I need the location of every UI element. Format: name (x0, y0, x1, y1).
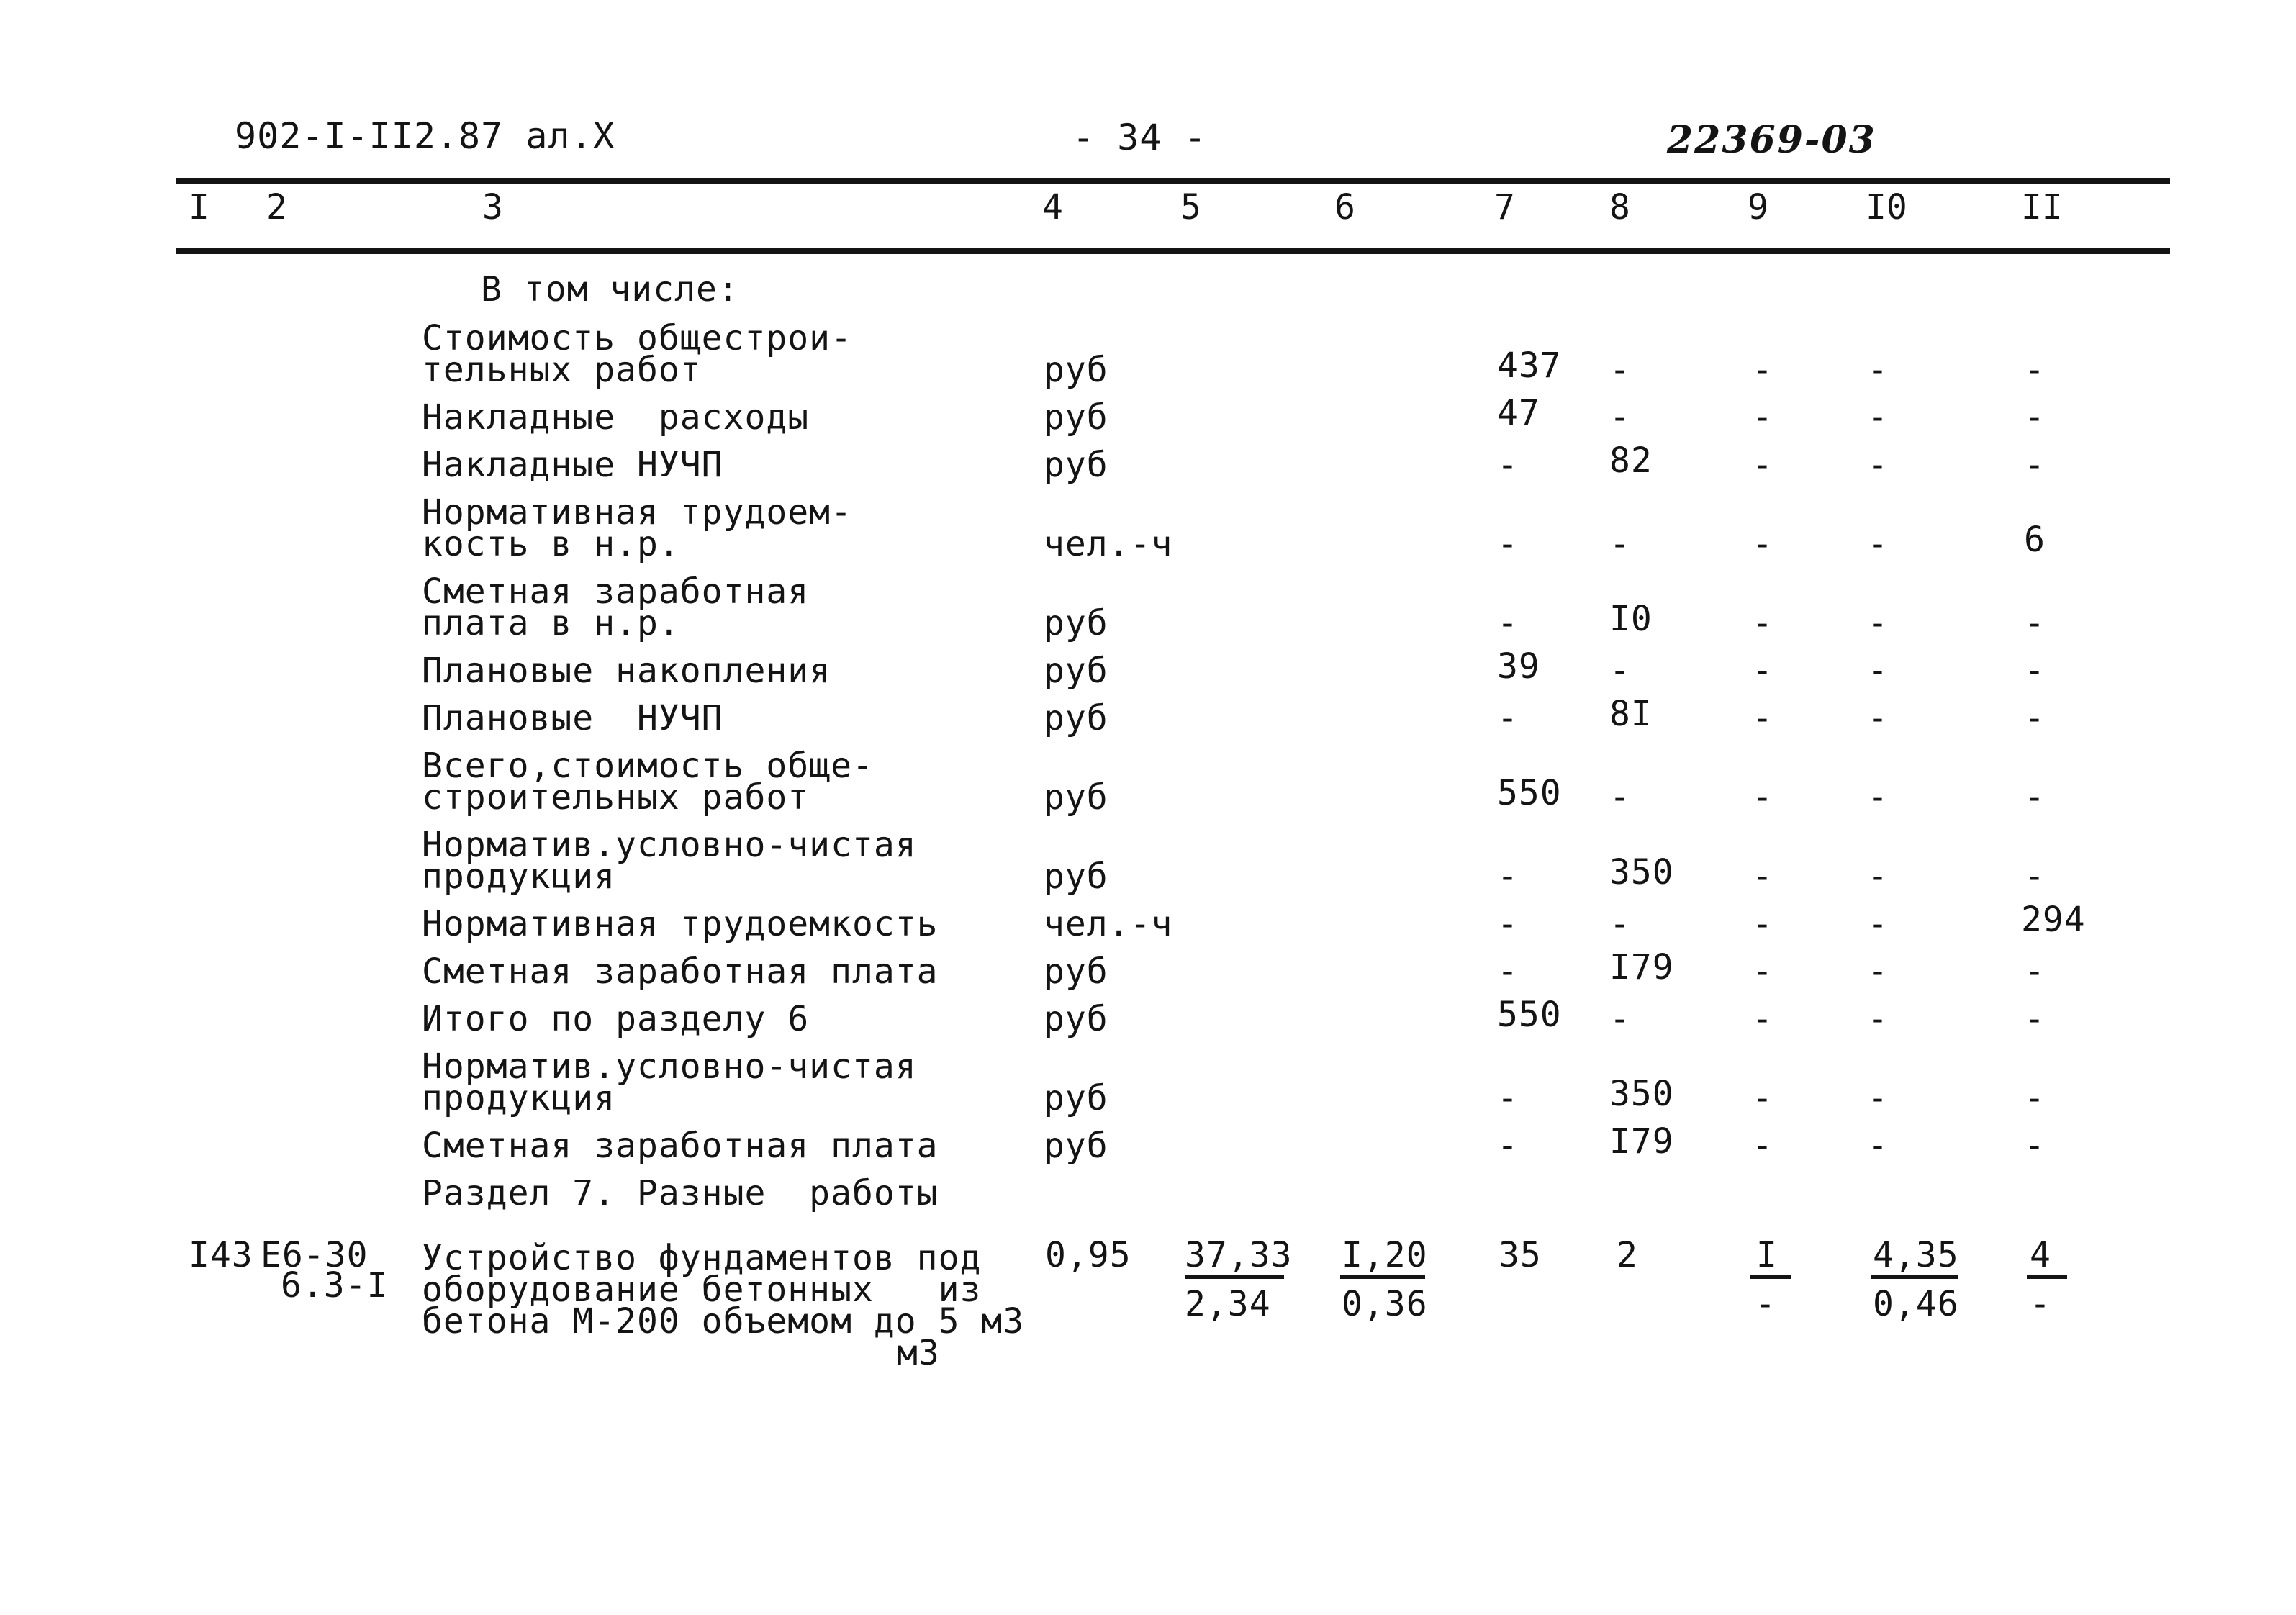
row-col8: 8I (1609, 694, 1653, 734)
row-col8: - (1609, 350, 1631, 390)
row-col10: - (1867, 603, 1889, 643)
row-unit: руб (1044, 397, 1108, 438)
column-number-11: II (2021, 187, 2063, 227)
row-col9: - (1752, 397, 1773, 438)
row-col8: - (1609, 999, 1631, 1039)
row-unit: руб (1044, 856, 1108, 897)
row-unit: руб (1044, 603, 1108, 643)
row-col11: - (2024, 856, 2046, 897)
section-title: Раздел 7. Разные работы (422, 1173, 939, 1213)
row-col7: 550 (1497, 773, 1562, 813)
row-unit: руб (1044, 777, 1108, 818)
row-col10: - (1867, 904, 1889, 944)
row-col10: - (1867, 350, 1889, 390)
fraction-line (1871, 1275, 1958, 1279)
item-col9-bottom: - (1755, 1284, 1776, 1324)
row-col7: - (1497, 951, 1519, 992)
row-col11: - (2024, 651, 2046, 691)
item-code: Е6-30 (261, 1235, 369, 1275)
subheading: В том числе: (481, 269, 739, 309)
row-col11: - (2024, 1126, 2046, 1166)
row-col7: 550 (1497, 995, 1562, 1035)
column-number-9: 9 (1748, 187, 1768, 227)
row-col11: - (2024, 603, 2046, 643)
item-col8: 2 (1617, 1235, 1638, 1275)
document-reference: 902-I-II2.87 ал.X (235, 115, 615, 157)
column-number-1: I (189, 187, 209, 227)
row-col8: - (1609, 524, 1631, 564)
row-col11: - (2024, 777, 2046, 818)
column-number-3: 3 (482, 187, 503, 227)
fraction-line (2027, 1275, 2067, 1279)
item-description-line: бетона М-200 объемом до 5 м3 (422, 1301, 1025, 1342)
row-col7: - (1497, 445, 1519, 485)
row-col10: - (1867, 1078, 1889, 1118)
row-description: Нормативная трудоемкость (422, 904, 939, 944)
item-col10-bottom: 0,46 (1873, 1284, 1959, 1324)
row-description: Сметная заработная плата в н.р. (422, 571, 810, 643)
row-col10: - (1867, 445, 1889, 485)
item-col11-top: 4 (2030, 1235, 2051, 1275)
row-col10: - (1867, 397, 1889, 438)
row-unit: руб (1044, 651, 1108, 691)
item-col6-bottom: 0,36 (1342, 1284, 1428, 1324)
row-col9: - (1752, 856, 1773, 897)
row-col8: - (1609, 397, 1631, 438)
column-number-4: 4 (1042, 187, 1063, 227)
row-col11: 294 (2021, 900, 2086, 940)
document-code: 22369-03 (1667, 118, 1876, 162)
row-col8: 82 (1609, 440, 1653, 481)
row-col8: I0 (1609, 599, 1653, 639)
item-col9-top: I (1756, 1235, 1778, 1275)
row-unit: чел.-ч (1044, 904, 1173, 944)
row-col11: - (2024, 999, 2046, 1039)
row-description: Норматив.условно-чистая продукция (422, 1046, 917, 1118)
row-col9: - (1752, 698, 1773, 738)
row-col9: - (1752, 1126, 1773, 1166)
row-col10: - (1867, 698, 1889, 738)
row-col11: - (2024, 445, 2046, 485)
row-col9: - (1752, 1078, 1773, 1118)
row-col8: 350 (1609, 852, 1674, 892)
row-col9: - (1752, 651, 1773, 691)
item-code-secondary: 6.3-I (281, 1265, 389, 1306)
page-number: - 34 - (1072, 117, 1207, 158)
item-col11-bottom: - (2030, 1284, 2051, 1324)
row-col8: - (1609, 651, 1631, 691)
row-col9: - (1752, 999, 1773, 1039)
column-number-7: 7 (1494, 187, 1515, 227)
row-col10: - (1867, 856, 1889, 897)
row-col10: - (1867, 524, 1889, 564)
row-col9: - (1752, 951, 1773, 992)
fraction-line (1750, 1275, 1791, 1279)
row-col11: 6 (2024, 520, 2046, 560)
row-description: Накладные НУЧП (422, 445, 723, 485)
row-unit: руб (1044, 445, 1108, 485)
row-unit: руб (1044, 1126, 1108, 1166)
row-col9: - (1752, 777, 1773, 818)
row-unit: руб (1044, 951, 1108, 992)
row-col7: - (1497, 904, 1519, 944)
row-description: Плановые накопления (422, 651, 831, 691)
row-description: Стоимость общестрои- тельных работ (422, 318, 852, 390)
row-col10: - (1867, 999, 1889, 1039)
item-col5-bottom: 2,34 (1185, 1284, 1271, 1324)
fraction-line (1185, 1275, 1284, 1279)
row-col7: 47 (1497, 393, 1540, 433)
item-col6-top: I,20 (1342, 1235, 1428, 1275)
column-number-8: 8 (1609, 187, 1630, 227)
column-number-2: 2 (266, 187, 287, 227)
row-col9: - (1752, 904, 1773, 944)
row-col9: - (1752, 524, 1773, 564)
table-header-rule (176, 248, 2170, 254)
row-col7: - (1497, 1078, 1519, 1118)
row-col10: - (1867, 1126, 1889, 1166)
row-col7: - (1497, 603, 1519, 643)
row-col7: - (1497, 856, 1519, 897)
row-col9: - (1752, 445, 1773, 485)
column-number-10: I0 (1866, 187, 1907, 227)
row-unit: руб (1044, 698, 1108, 738)
row-description: Нормативная трудоем- кость в н.р. (422, 492, 852, 564)
row-col10: - (1867, 651, 1889, 691)
row-description: Итого по разделу 6 (422, 999, 810, 1039)
row-description: Всего,стоимость обще- строительных работ (422, 746, 874, 818)
row-col8: 350 (1609, 1074, 1674, 1114)
row-unit: руб (1044, 350, 1108, 390)
row-col10: - (1867, 951, 1889, 992)
row-description: Норматив.условно-чистая продукция (422, 825, 917, 897)
row-col8: I79 (1609, 947, 1674, 987)
row-col7: - (1497, 1126, 1519, 1166)
table-top-rule (176, 178, 2170, 184)
column-number-5: 5 (1180, 187, 1201, 227)
item-number: I43 (189, 1235, 253, 1275)
row-col10: - (1867, 777, 1889, 818)
row-col11: - (2024, 951, 2046, 992)
row-col7: 39 (1497, 646, 1540, 687)
item-col5-top: 37,33 (1185, 1235, 1293, 1275)
row-description: Плановые НУЧП (422, 698, 723, 738)
row-col8: I79 (1609, 1121, 1674, 1162)
item-description-line: м3 (897, 1333, 940, 1373)
row-col8: - (1609, 777, 1631, 818)
row-col11: - (2024, 350, 2046, 390)
row-description: Сметная заработная плата (422, 951, 939, 992)
row-col8: - (1609, 904, 1631, 944)
row-unit: чел.-ч (1044, 524, 1173, 564)
row-col11: - (2024, 698, 2046, 738)
item-col10-top: 4,35 (1873, 1235, 1959, 1275)
row-col7: - (1497, 524, 1519, 564)
item-description-line: оборудование бетонных из (422, 1270, 982, 1310)
row-description: Сметная заработная плата (422, 1126, 939, 1166)
item-col4: 0,95 (1045, 1235, 1131, 1275)
fraction-line (1340, 1275, 1425, 1279)
item-col7: 35 (1499, 1235, 1542, 1275)
row-col11: - (2024, 1078, 2046, 1118)
row-unit: руб (1044, 999, 1108, 1039)
row-col7: - (1497, 698, 1519, 738)
row-description: Накладные расходы (422, 397, 810, 438)
row-col9: - (1752, 603, 1773, 643)
column-number-6: 6 (1334, 187, 1355, 227)
row-col11: - (2024, 397, 2046, 438)
row-col7: 437 (1497, 345, 1562, 386)
row-col9: - (1752, 350, 1773, 390)
row-unit: руб (1044, 1078, 1108, 1118)
item-description-line: Устройство фундаментов под (422, 1238, 982, 1278)
